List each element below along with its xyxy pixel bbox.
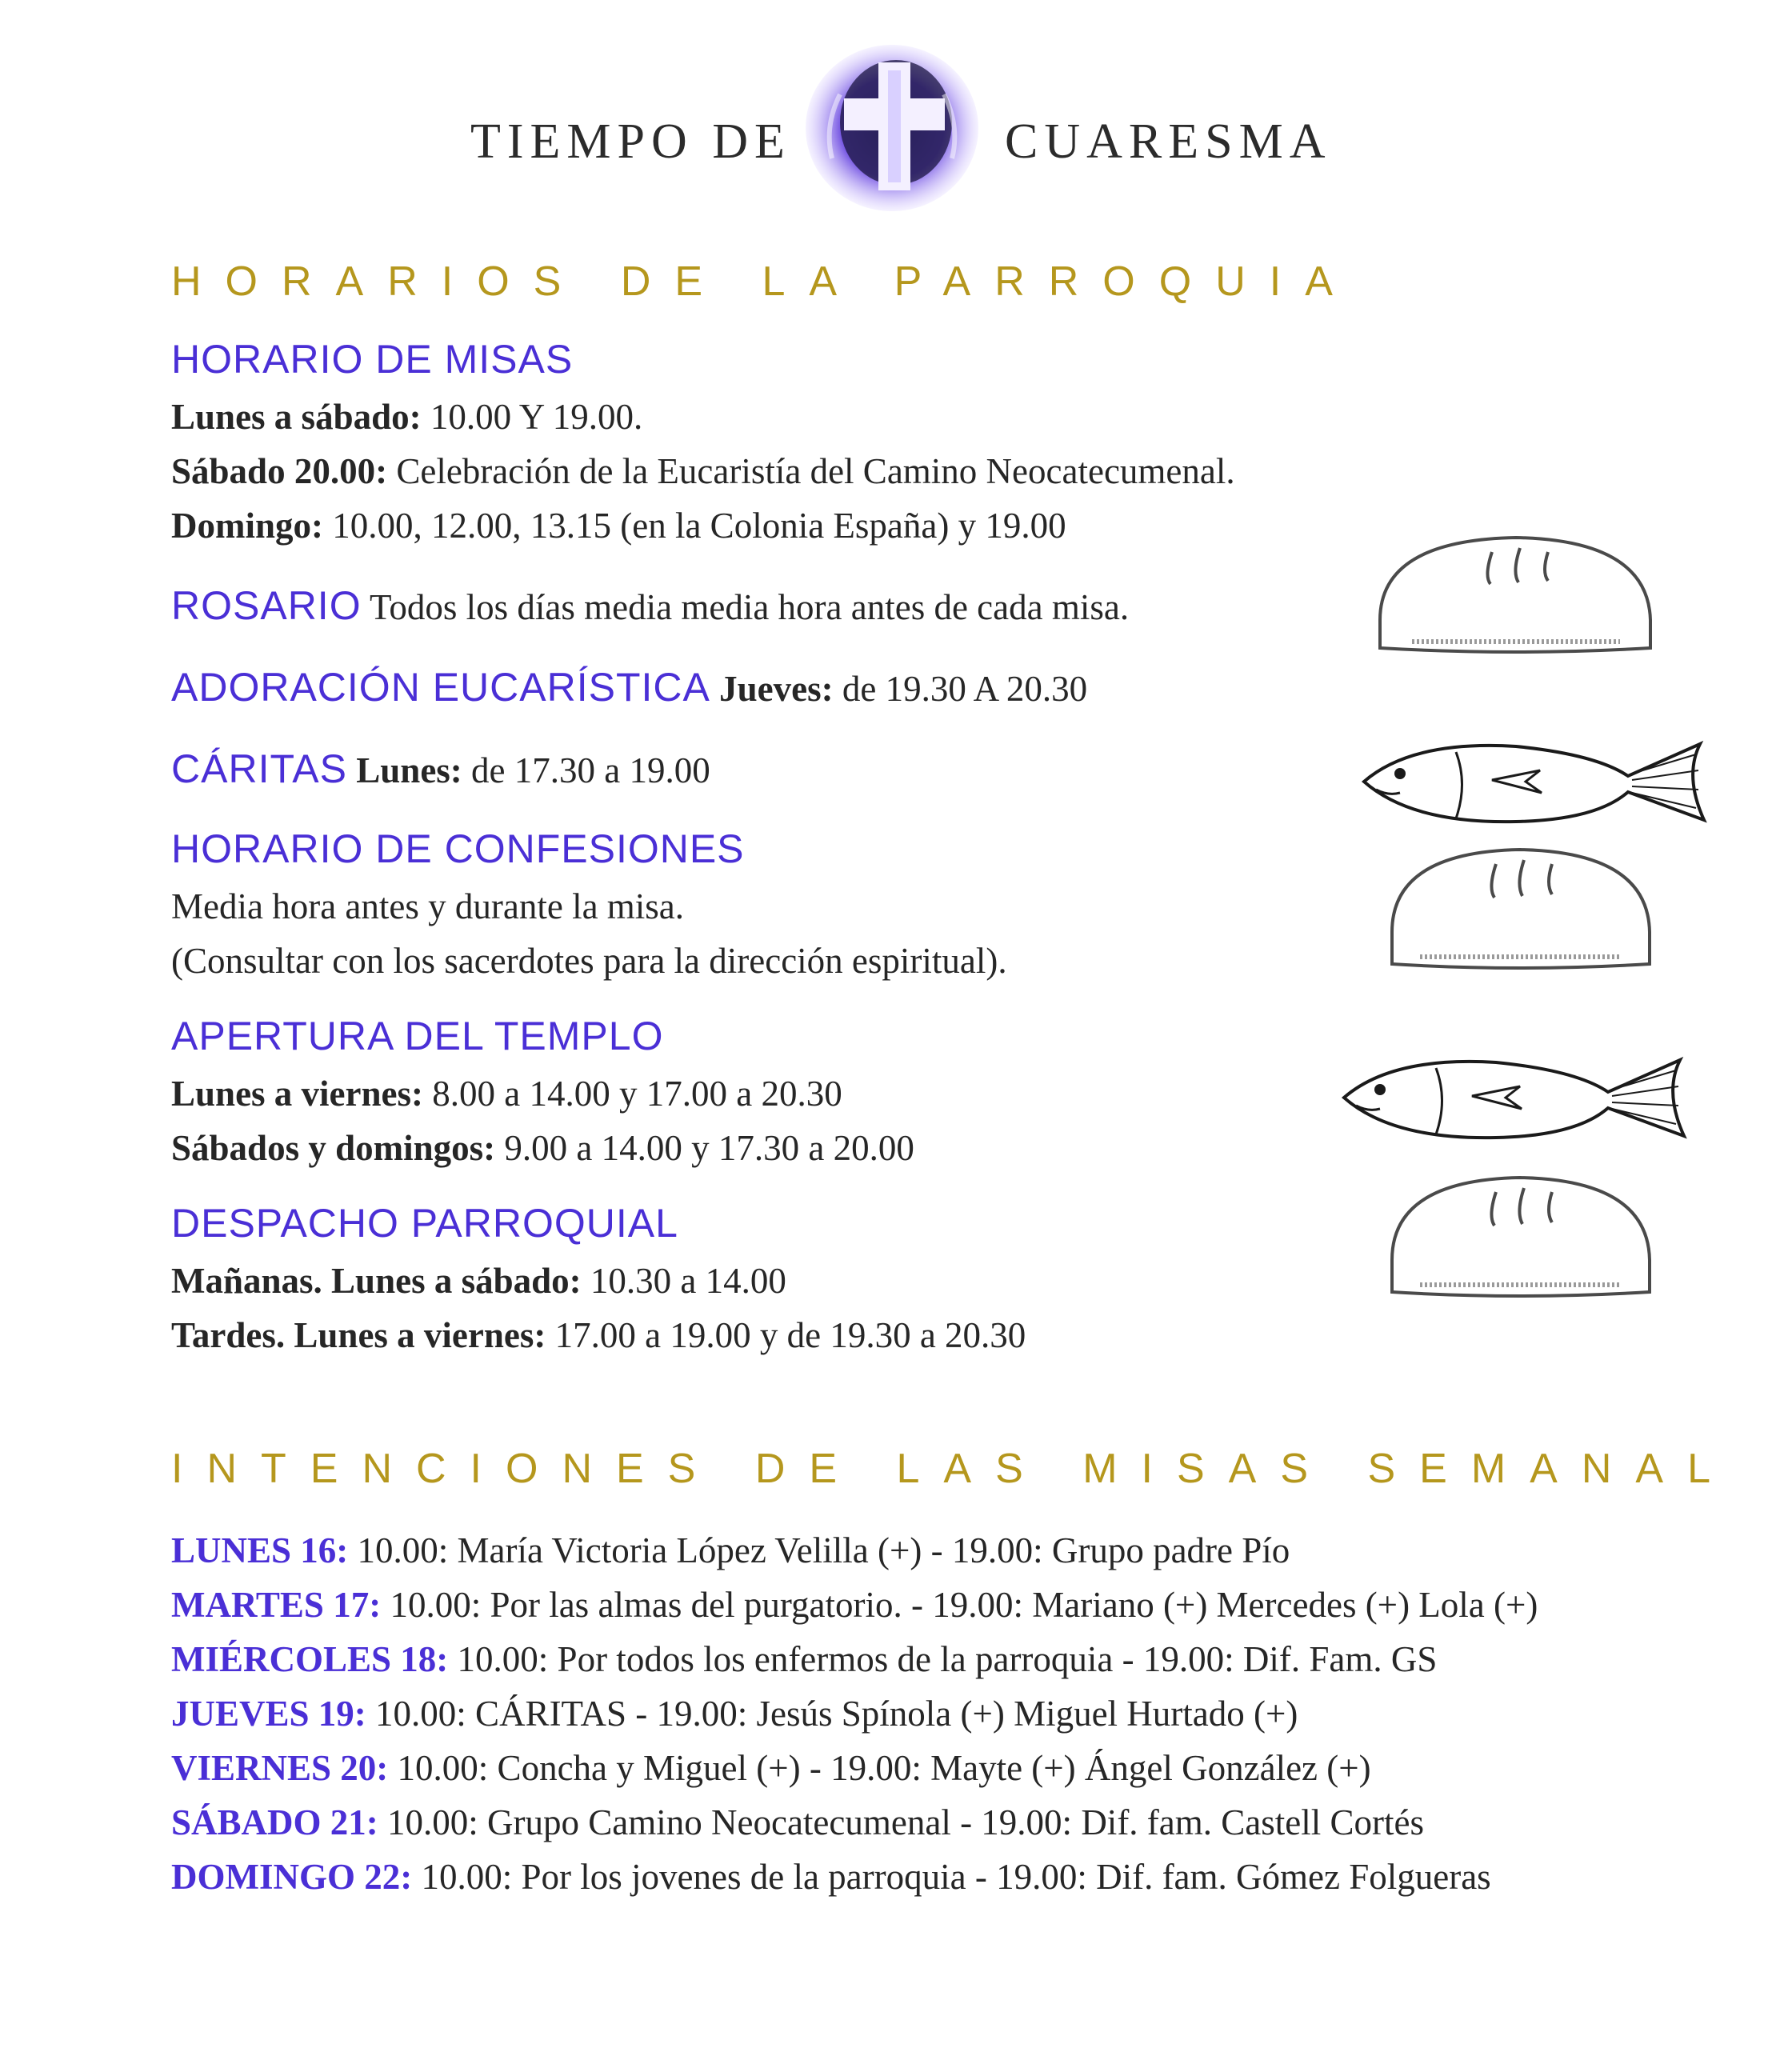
- fish-icon: [1356, 732, 1716, 836]
- misas-row: Lunes a sábado: 10.00 Y 19.00.: [171, 397, 643, 437]
- despacho-row: Tardes. Lunes a viernes: 17.00 a 19.00 y de 19.30 a 20.30: [171, 1315, 1026, 1355]
- rosario-row: ROSARIO Todos los días media media hora antes de cada misa.: [171, 583, 1130, 628]
- intention-row: VIERNES 20: 10.00: Concha y Miguel (+) - 19.00: Mayte (+) Ángel González (+): [171, 1748, 1371, 1788]
- intention-row: LUNES 16: 10.00: María Victoria López Velilla (+) - 19.00: Grupo padre Pío: [171, 1530, 1290, 1570]
- confesiones-line: Media hora antes y durante la misa.: [171, 886, 685, 926]
- intention-row: DOMINGO 22: 10.00: Por los jovenes de la parroquia - 19.00: Dif. fam. Gómez Folgueras: [171, 1857, 1491, 1897]
- intention-row: JUEVES 19: 10.00: CÁRITAS - 19.00: Jesús Spínola (+) Miguel Hurtado (+): [171, 1694, 1298, 1734]
- section-heading-intenciones: INTENCIONES DE LAS MISAS SEMANAL: [171, 1446, 1735, 1492]
- bread-icon: [1372, 528, 1660, 664]
- apertura-title: APERTURA DEL TEMPLO: [171, 1014, 664, 1058]
- header-title-left: TIEMPO DE: [470, 114, 791, 169]
- cross-emblem-icon: [800, 38, 984, 214]
- section-heading-horarios: HORARIOS DE LA PARROQUIA: [171, 258, 1357, 305]
- despacho-title: DESPACHO PARROQUIAL: [171, 1201, 678, 1246]
- misas-title: HORARIO DE MISAS: [171, 337, 574, 382]
- confesiones-title: HORARIO DE CONFESIONES: [171, 826, 745, 871]
- fish-icon: [1336, 1048, 1696, 1152]
- intention-row: MIÉRCOLES 18: 10.00: Por todos los enfermos de la parroquia - 19.00: Dif. Fam. GS: [171, 1639, 1438, 1679]
- misas-row: Domingo: 10.00, 12.00, 13.15 (en la Colonia España) y 19.00: [171, 506, 1066, 546]
- header-title-right: CUARESMA: [1005, 114, 1332, 169]
- adoracion-row: ADORACIÓN EUCARÍSTICA Jueves: de 19.30 A 20.30: [171, 665, 1088, 710]
- caritas-row: CÁRITAS Lunes: de 17.30 a 19.00: [171, 746, 710, 791]
- confesiones-line: (Consultar con los sacerdotes para la dirección espiritual).: [171, 941, 1007, 981]
- bread-icon: [1384, 840, 1656, 980]
- bread-icon: [1384, 1168, 1656, 1308]
- intention-row: SÁBADO 21: 10.00: Grupo Camino Neocatecumenal - 19.00: Dif. fam. Castell Cortés: [171, 1802, 1424, 1842]
- misas-row: Sábado 20.00: Celebración de la Eucaristía del Camino Neocatecumenal.: [171, 451, 1235, 491]
- apertura-row: Sábados y domingos: 9.00 a 14.00 y 17.30 a 20.00: [171, 1128, 914, 1168]
- apertura-row: Lunes a viernes: 8.00 a 14.00 y 17.00 a 20.30: [171, 1074, 842, 1114]
- despacho-row: Mañanas. Lunes a sábado: 10.30 a 14.00: [171, 1261, 786, 1301]
- intention-row: MARTES 17: 10.00: Por las almas del purgatorio. - 19.00: Mariano (+) Mercedes (+) Lola (+): [171, 1585, 1538, 1625]
